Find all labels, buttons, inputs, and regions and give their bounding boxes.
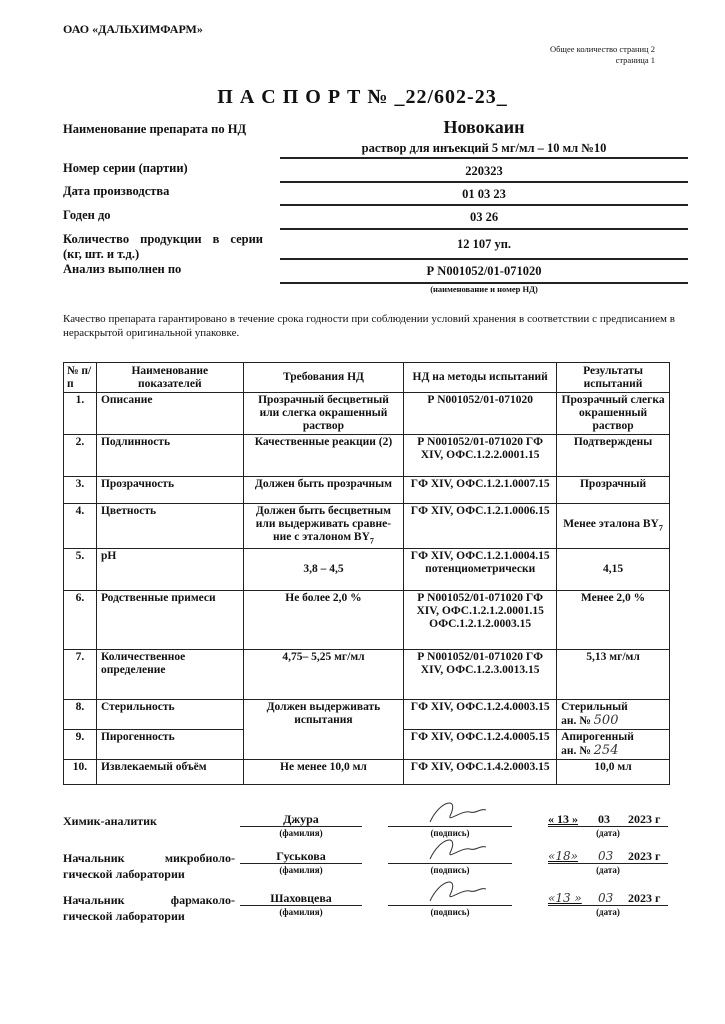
requirement <box>243 650 404 700</box>
method: Р N001052/01-071020 ГФ XIV, ОФС.1.2.1.2.0001.15 ОФС.1.2.1.2.0003.15 <box>404 591 557 650</box>
result: Прозрачный <box>557 477 670 504</box>
table-row <box>64 549 670 591</box>
header-requirements: Требования НД <box>243 363 404 393</box>
indicator-name: pH <box>96 549 243 591</box>
method: ГФ XIV, ОФС.1.4.2.0003.15 <box>404 760 557 785</box>
requirement <box>243 393 404 435</box>
indicator-name: Извлекаемый объём <box>96 760 243 785</box>
signature-icon <box>420 796 490 826</box>
requirement-text: 3,8 – 4,5 <box>303 563 344 576</box>
date-year: 2023 г <box>628 891 661 905</box>
divider <box>280 258 688 260</box>
result-text: Стерильный <box>561 701 628 714</box>
subscript: 7 <box>658 523 663 533</box>
method: Р N001052/01-071020 <box>404 393 557 435</box>
subscript: 7 <box>369 536 374 546</box>
result-text: Менее эталона BY <box>563 518 659 530</box>
role-2: гической лаборатории <box>63 909 185 923</box>
result: 5,13 мг/мл <box>557 650 670 700</box>
table-row <box>64 504 670 549</box>
date-year: 2023 г <box>628 849 661 863</box>
date-caption: (дата) <box>596 907 620 917</box>
method: Р N001052/01-071020 ГФ XIV, ОФС.1.2.3.0013.15 <box>404 650 557 700</box>
indicator-name: Количественное определение <box>96 650 243 700</box>
requirement: Должен выдерживать испытания <box>243 700 404 760</box>
surname: Джура <box>283 812 319 826</box>
requirement <box>243 435 404 477</box>
analysis-label: Анализ выполнен по <box>63 262 182 276</box>
result: 4,15 <box>557 549 670 591</box>
analysis-number-label: ан. № <box>561 715 591 728</box>
current-page: страница 1 <box>615 55 655 65</box>
table-row <box>64 393 670 435</box>
method: ГФ XIV, ОФС.1.2.4.0005.15 <box>404 730 557 760</box>
indicator-name: Цветность <box>96 504 243 549</box>
result <box>557 730 670 760</box>
indicator-name: Пирогенность <box>96 730 243 760</box>
total-pages: Общее количество страниц 2 <box>549 44 655 54</box>
analysis-number-label: ан. № <box>561 745 591 758</box>
date-month: 03 <box>598 849 614 863</box>
expiry-label: Годен до <box>63 208 111 222</box>
table-row <box>64 700 670 730</box>
handwritten-number: 500 <box>593 713 619 729</box>
date-day: «18» <box>548 849 578 863</box>
analysis-note: (наименование и номер НД) <box>430 284 538 294</box>
row-number: 4. <box>64 504 97 549</box>
result: Менее 2,0 % <box>557 591 670 650</box>
document-title: П А С П О Р Т № _22/602-23_ <box>217 86 508 108</box>
qty-value: 12 107 уп. <box>456 237 512 251</box>
result: Подтверждены <box>557 435 670 477</box>
divider <box>280 204 688 206</box>
analysis-value: Р N001052/01-071020 <box>426 264 542 278</box>
header-results: Результаты испытаний <box>557 363 670 393</box>
result <box>557 504 670 549</box>
divider <box>280 157 688 159</box>
expiry-value: 03 26 <box>469 210 499 224</box>
method: ГФ XIV, ОФС.1.2.1.0007.15 <box>404 477 557 504</box>
role: Начальник микробиоло- <box>63 851 235 865</box>
header-number: № п/п <box>64 363 97 393</box>
row-number: 10. <box>64 760 97 785</box>
row-number: 5. <box>64 549 97 591</box>
result: Прозрачный слегка окрашенный раствор <box>557 393 670 435</box>
handwritten-number: 254 <box>593 743 619 759</box>
requirement <box>243 504 404 549</box>
series-label: Номер серии (партии) <box>63 161 188 175</box>
surname: Гуськова <box>276 849 326 863</box>
requirement-text: Должен быть прозрачным <box>254 478 392 490</box>
header-name: Наименование показателей <box>96 363 243 393</box>
indicator-name: Прозрачность <box>96 477 243 504</box>
indicator-name: Стерильность <box>96 700 243 730</box>
row-number: 9. <box>64 730 97 760</box>
requirement-text: Должен быть бесцветным или выдерживать сравне-ние с эталоном BY <box>255 505 392 543</box>
organization-name: ОАО «ДАЛЬХИМФАРМ» <box>63 22 203 36</box>
signature-icon <box>420 833 490 863</box>
date-day: « 13 » <box>548 812 578 826</box>
requirement-text: Не более 2,0 % <box>285 592 362 605</box>
test-results-table <box>63 362 670 785</box>
table-row <box>64 435 670 477</box>
date-month: 03 <box>598 812 610 826</box>
role-2: гической лаборатории <box>63 867 185 881</box>
requirement-text: 4,75– 5,25 мг/мл <box>282 651 365 664</box>
row-number: 3. <box>64 477 97 504</box>
signature-caption: (подпись) <box>430 828 470 838</box>
date-caption: (дата) <box>596 828 620 838</box>
date-day: «13 » <box>548 891 582 905</box>
divider <box>280 228 688 230</box>
role: Начальник фармаколо- <box>63 893 235 907</box>
requirement-text: Прозрачный бесцветный или слегка окрашенный раствор <box>258 394 389 432</box>
signature-caption: (подпись) <box>430 865 470 875</box>
date-year: 2023 г <box>628 812 661 826</box>
surname-caption: (фамилия) <box>279 907 323 917</box>
drug-form: раствор для инъекций 5 мг/мл – 10 мл №10 <box>361 141 607 155</box>
requirement-text: Не менее 10,0 мл <box>280 761 367 774</box>
table-row <box>64 591 670 650</box>
date-value: 01 03 23 <box>462 187 506 201</box>
surname-caption: (фамилия) <box>279 865 323 875</box>
table-row <box>64 650 670 700</box>
signature-caption: (подпись) <box>430 907 470 917</box>
table-header <box>64 363 670 393</box>
qty-label-2: (кг, шт. и т.д.) <box>63 247 140 261</box>
divider <box>280 181 688 183</box>
table-row <box>64 477 670 504</box>
result <box>557 700 670 730</box>
row-number: 2. <box>64 435 97 477</box>
series-value: 220323 <box>465 164 503 178</box>
date-label: Дата производства <box>63 184 170 198</box>
table-row <box>64 760 670 785</box>
method: Р N001052/01-071020 ГФ XIV, ОФС.1.2.2.0001.15 <box>404 435 557 477</box>
drug-name: Новокаин <box>443 117 525 137</box>
method: ГФ XIV, ОФС.1.2.1.0006.15 <box>404 504 557 549</box>
row-number: 7. <box>64 650 97 700</box>
header-methods: НД на методы испытаний <box>404 363 557 393</box>
quality-statement: Качество препарата гарантировано в течение срока годности при соблюдении условий хранения в соответствии с предписанием в нераскрытой оригинальной упаковке. <box>63 313 675 339</box>
requirement <box>243 760 404 785</box>
requirement <box>243 549 404 591</box>
row-number: 1. <box>64 393 97 435</box>
result: 10,0 мл <box>557 760 670 785</box>
result-text: Апирогенный <box>561 731 634 744</box>
surname: Шаховцева <box>270 891 332 905</box>
indicator-name: Родственные примеси <box>96 591 243 650</box>
name-label: Наименование препарата по НД <box>63 122 247 136</box>
requirement <box>243 591 404 650</box>
date-month: 03 <box>598 891 614 905</box>
date-caption: (дата) <box>596 865 620 875</box>
method: ГФ XIV, ОФС.1.2.4.0003.15 <box>404 700 557 730</box>
indicator-name: Подлинность <box>96 435 243 477</box>
role: Химик-аналитик <box>63 814 157 828</box>
surname-caption: (фамилия) <box>279 828 323 838</box>
method: ГФ XIV, ОФС.1.2.1.0004.15 потенциометрически <box>404 549 557 591</box>
page-info <box>550 44 655 66</box>
indicator-name: Описание <box>96 393 243 435</box>
signature-icon <box>420 875 490 905</box>
row-number: 6. <box>64 591 97 650</box>
requirement-text: Качественные реакции (2) <box>254 436 393 448</box>
qty-label: Количество продукции в серии <box>63 232 263 246</box>
row-number: 8. <box>64 700 97 730</box>
requirement <box>243 477 404 504</box>
